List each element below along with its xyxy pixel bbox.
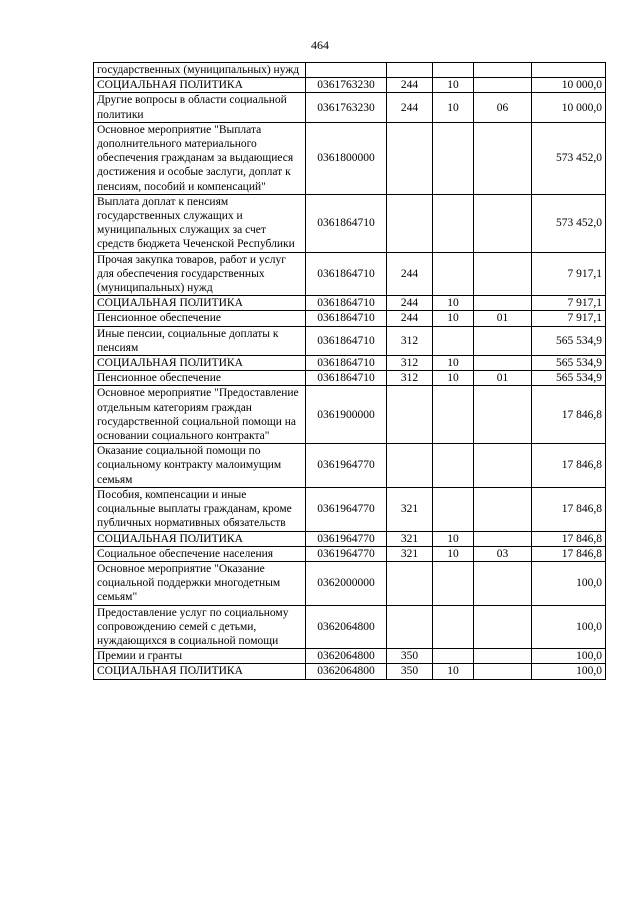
row-type-cell: 321 bbox=[387, 546, 433, 561]
row-section-cell: 10 bbox=[433, 78, 474, 93]
row-amount-cell bbox=[532, 63, 606, 78]
row-type-cell: 321 bbox=[387, 487, 433, 531]
table-row bbox=[94, 546, 606, 561]
row-amount-cell: 573 452,0 bbox=[532, 122, 606, 194]
table-row bbox=[94, 122, 606, 194]
row-subsection-cell: 01 bbox=[474, 311, 532, 326]
row-name-cell: Пособия, компенсации и иные социальные выплаты гражданам, кроме публичных нормативных обязательств bbox=[94, 487, 306, 531]
row-name-cell: СОЦИАЛЬНАЯ ПОЛИТИКА bbox=[94, 78, 306, 93]
row-type-cell: 312 bbox=[387, 356, 433, 371]
budget-table-body bbox=[94, 63, 606, 680]
row-amount-cell: 17 846,8 bbox=[532, 444, 606, 488]
row-name-cell: Пенсионное обеспечение bbox=[94, 311, 306, 326]
table-row bbox=[94, 93, 606, 122]
row-section-cell: 10 bbox=[433, 93, 474, 122]
row-code-cell: 0361763230 bbox=[306, 78, 387, 93]
row-code-cell: 0361964770 bbox=[306, 546, 387, 561]
row-type-cell: 321 bbox=[387, 531, 433, 546]
table-row bbox=[94, 605, 606, 649]
row-section-cell: 10 bbox=[433, 371, 474, 386]
row-subsection-cell bbox=[474, 252, 532, 296]
table-row bbox=[94, 649, 606, 664]
row-code-cell: 0361900000 bbox=[306, 386, 387, 444]
row-section-cell bbox=[433, 63, 474, 78]
row-name-cell: Премии и гранты bbox=[94, 649, 306, 664]
table-row bbox=[94, 356, 606, 371]
row-code-cell: 0362064800 bbox=[306, 664, 387, 679]
row-subsection-cell: 01 bbox=[474, 371, 532, 386]
row-name-cell: СОЦИАЛЬНАЯ ПОЛИТИКА bbox=[94, 664, 306, 679]
row-type-cell: 244 bbox=[387, 296, 433, 311]
row-type-cell: 350 bbox=[387, 649, 433, 664]
row-amount-cell: 565 534,9 bbox=[532, 326, 606, 355]
table-row bbox=[94, 326, 606, 355]
row-subsection-cell bbox=[474, 326, 532, 355]
row-code-cell: 0361763230 bbox=[306, 93, 387, 122]
row-subsection-cell: 06 bbox=[474, 93, 532, 122]
row-name-cell: государственных (муниципальных) нужд bbox=[94, 63, 306, 78]
row-type-cell: 312 bbox=[387, 326, 433, 355]
row-code-cell bbox=[306, 63, 387, 78]
row-name-cell: Социальное обеспечение населения bbox=[94, 546, 306, 561]
row-amount-cell: 565 534,9 bbox=[532, 356, 606, 371]
row-type-cell bbox=[387, 561, 433, 605]
row-section-cell bbox=[433, 605, 474, 649]
row-subsection-cell bbox=[474, 649, 532, 664]
row-code-cell: 0361864710 bbox=[306, 194, 387, 252]
table-row bbox=[94, 252, 606, 296]
row-subsection-cell bbox=[474, 194, 532, 252]
row-section-cell bbox=[433, 386, 474, 444]
table-row bbox=[94, 444, 606, 488]
row-name-cell: Основное мероприятие "Предоставление отдельным категориям граждан государственной социальной помощи на основании социального контракта" bbox=[94, 386, 306, 444]
row-amount-cell: 7 917,1 bbox=[532, 252, 606, 296]
row-section-cell bbox=[433, 487, 474, 531]
table-row bbox=[94, 531, 606, 546]
row-type-cell: 244 bbox=[387, 311, 433, 326]
row-code-cell: 0361864710 bbox=[306, 356, 387, 371]
page-number: 464 bbox=[311, 38, 329, 52]
row-code-cell: 0361964770 bbox=[306, 531, 387, 546]
row-name-cell: Выплата доплат к пенсиям государственных служащих и муниципальных служащих за счет средств бюджета Чеченской Республики bbox=[94, 194, 306, 252]
row-type-cell bbox=[387, 386, 433, 444]
row-type-cell bbox=[387, 194, 433, 252]
row-type-cell: 244 bbox=[387, 93, 433, 122]
row-subsection-cell bbox=[474, 78, 532, 93]
row-subsection-cell bbox=[474, 487, 532, 531]
table-row bbox=[94, 371, 606, 386]
row-amount-cell: 565 534,9 bbox=[532, 371, 606, 386]
row-subsection-cell bbox=[474, 296, 532, 311]
row-code-cell: 0361864710 bbox=[306, 311, 387, 326]
table-row bbox=[94, 311, 606, 326]
row-section-cell bbox=[433, 252, 474, 296]
row-subsection-cell bbox=[474, 63, 532, 78]
row-section-cell bbox=[433, 194, 474, 252]
row-amount-cell: 7 917,1 bbox=[532, 296, 606, 311]
row-subsection-cell bbox=[474, 664, 532, 679]
row-amount-cell: 100,0 bbox=[532, 664, 606, 679]
row-name-cell: Иные пенсии, социальные доплаты к пенсиям bbox=[94, 326, 306, 355]
row-name-cell: Предоставление услуг по социальному сопровождению семей с детьми, нуждающихся в социальной помощи bbox=[94, 605, 306, 649]
row-code-cell: 0361864710 bbox=[306, 296, 387, 311]
row-code-cell: 0361964770 bbox=[306, 444, 387, 488]
table-row bbox=[94, 296, 606, 311]
row-code-cell: 0362064800 bbox=[306, 605, 387, 649]
row-name-cell: Основное мероприятие "Оказание социальной поддержки многодетным семьям" bbox=[94, 561, 306, 605]
table-row bbox=[94, 386, 606, 444]
row-section-cell bbox=[433, 444, 474, 488]
row-amount-cell: 17 846,8 bbox=[532, 546, 606, 561]
row-subsection-cell bbox=[474, 386, 532, 444]
row-amount-cell: 17 846,8 bbox=[532, 386, 606, 444]
row-section-cell: 10 bbox=[433, 531, 474, 546]
row-type-cell: 312 bbox=[387, 371, 433, 386]
row-section-cell: 10 bbox=[433, 311, 474, 326]
row-section-cell bbox=[433, 122, 474, 194]
row-code-cell: 0362064800 bbox=[306, 649, 387, 664]
row-name-cell: Прочая закупка товаров, работ и услуг для обеспечения государственных (муниципальных) нужд bbox=[94, 252, 306, 296]
budget-table bbox=[93, 62, 606, 680]
row-subsection-cell bbox=[474, 561, 532, 605]
row-code-cell: 0362000000 bbox=[306, 561, 387, 605]
row-section-cell bbox=[433, 326, 474, 355]
row-amount-cell: 100,0 bbox=[532, 649, 606, 664]
row-subsection-cell bbox=[474, 122, 532, 194]
row-subsection-cell bbox=[474, 605, 532, 649]
row-amount-cell: 100,0 bbox=[532, 605, 606, 649]
row-section-cell bbox=[433, 561, 474, 605]
row-section-cell: 10 bbox=[433, 664, 474, 679]
row-amount-cell: 100,0 bbox=[532, 561, 606, 605]
row-subsection-cell bbox=[474, 444, 532, 488]
row-type-cell bbox=[387, 605, 433, 649]
table-row bbox=[94, 664, 606, 679]
row-name-cell: Оказание социальной помощи по социальному контракту малоимущим семьям bbox=[94, 444, 306, 488]
row-name-cell: СОЦИАЛЬНАЯ ПОЛИТИКА bbox=[94, 296, 306, 311]
row-type-cell: 350 bbox=[387, 664, 433, 679]
table-row bbox=[94, 487, 606, 531]
row-subsection-cell bbox=[474, 356, 532, 371]
row-code-cell: 0361864710 bbox=[306, 252, 387, 296]
row-section-cell: 10 bbox=[433, 356, 474, 371]
row-amount-cell: 573 452,0 bbox=[532, 194, 606, 252]
row-code-cell: 0361864710 bbox=[306, 371, 387, 386]
row-type-cell bbox=[387, 444, 433, 488]
row-code-cell: 0361800000 bbox=[306, 122, 387, 194]
table-row bbox=[94, 561, 606, 605]
row-section-cell: 10 bbox=[433, 546, 474, 561]
row-name-cell: Пенсионное обеспечение bbox=[94, 371, 306, 386]
row-amount-cell: 7 917,1 bbox=[532, 311, 606, 326]
row-amount-cell: 10 000,0 bbox=[532, 93, 606, 122]
row-name-cell: СОЦИАЛЬНАЯ ПОЛИТИКА bbox=[94, 356, 306, 371]
table-row bbox=[94, 63, 606, 78]
row-type-cell bbox=[387, 122, 433, 194]
row-name-cell: Другие вопросы в области социальной политики bbox=[94, 93, 306, 122]
row-name-cell: Основное мероприятие "Выплата дополнительного материального обеспечения гражданам за выдающиеся достижения и особые заслуги, доплат к пенсиям, пособий и компенсаций" bbox=[94, 122, 306, 194]
row-section-cell bbox=[433, 649, 474, 664]
row-code-cell: 0361964770 bbox=[306, 487, 387, 531]
row-section-cell: 10 bbox=[433, 296, 474, 311]
row-name-cell: СОЦИАЛЬНАЯ ПОЛИТИКА bbox=[94, 531, 306, 546]
row-amount-cell: 17 846,8 bbox=[532, 531, 606, 546]
row-type-cell: 244 bbox=[387, 78, 433, 93]
table-row bbox=[94, 194, 606, 252]
row-type-cell: 244 bbox=[387, 252, 433, 296]
table-row bbox=[94, 78, 606, 93]
row-amount-cell: 10 000,0 bbox=[532, 78, 606, 93]
row-subsection-cell: 03 bbox=[474, 546, 532, 561]
row-type-cell bbox=[387, 63, 433, 78]
row-code-cell: 0361864710 bbox=[306, 326, 387, 355]
row-amount-cell: 17 846,8 bbox=[532, 487, 606, 531]
row-subsection-cell bbox=[474, 531, 532, 546]
